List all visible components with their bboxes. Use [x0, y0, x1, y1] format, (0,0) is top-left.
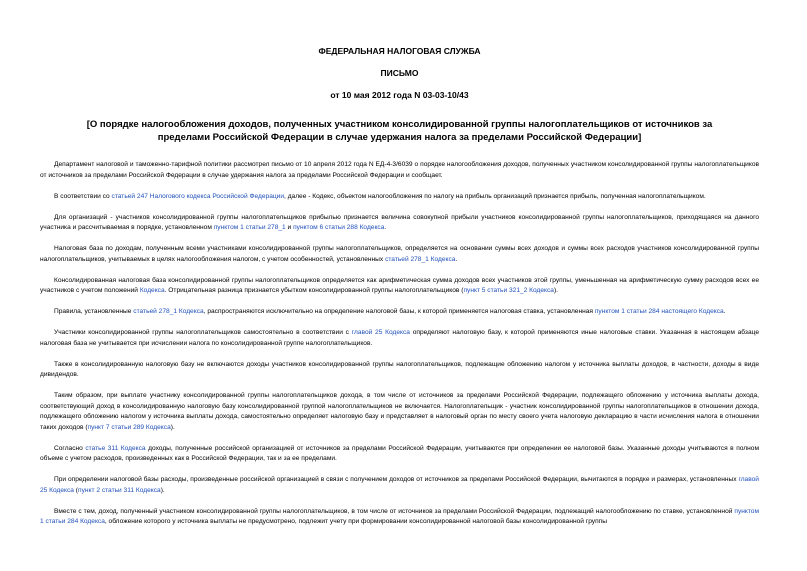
paragraph — [40, 160, 759, 181]
paragraph — [40, 444, 759, 465]
document-title: [О порядке налогообложения доходов, полученных участником консолидированной группы налогоплательщиков от источников за пределами Российской Федерации в случае удержания налога за пределами Российской Федерации] — [86, 119, 713, 143]
paragraph — [40, 475, 759, 496]
paragraph-text: Участники консолидированной группы налогоплательщиков самостоятельно в соответствии с — [54, 329, 352, 336]
document-date-number: от 10 мая 2012 года N 03-03-10/43 — [330, 90, 469, 100]
paragraph-text: Вместе с тем, доход, полученный участником консолидированной группы налогоплательщиков, в том числе от источников за пределами Российской Федерации, подлежащий налогообложению по ставке, установленной — [54, 507, 735, 515]
law-reference-link[interactable]: главой 25 Кодекса — [351, 329, 410, 336]
paragraph-text: Таким образом, при выплате участнику консолидированной группы налогоплательщиков дохода, в том числе от источников за пределами Российской Федерации, подлежащего обложению у источника выплаты дохода, соответствующий доход в консолидированную налоговую базу консолидированной группой налогоплательщиков не включается. Налогоплательщик - участник консолидированной группы налогоплательщиков в отношении дохода, подлежащего обложению налогом у источника выплаты дохода, самостоятельно определяет налоговую базу и представляет в налоговый орган по месту своего учета налоговую декларацию в части исчисления налога в отношении таких доходов ( — [40, 392, 759, 431]
law-reference-link[interactable]: пунктом 1 статьи 284 настоящего Кодекса — [594, 308, 724, 315]
paragraph — [40, 307, 759, 318]
law-reference-link[interactable]: статьей 278_1 Кодекса — [385, 255, 456, 263]
paragraph-text: Согласно — [54, 444, 86, 452]
paragraph-text: Налоговая база по доходам, полученным всеми участниками консолидированной группы налогоплательщиков, определяется на основании суммы всех доходов и суммы всех расходов участников консолидированной группы налогоплательщиков, учитываемых в целях налогообложения налогом, с учетом особенностей, установленных — [40, 245, 759, 263]
paragraph — [40, 507, 759, 528]
paragraph-text: , распространяются исключительно на определение налоговой базы, к которой применяется налоговая ставка, установленная — [203, 308, 595, 315]
law-reference-link[interactable]: пункт 5 статьи 321_2 Кодекса — [463, 287, 554, 294]
paragraph-text: ). — [170, 423, 175, 431]
paragraph-text: . — [723, 308, 726, 315]
law-reference-link[interactable]: пунктом 6 статьи 288 Кодекса — [293, 224, 385, 231]
paragraph — [40, 391, 759, 433]
law-reference-link[interactable]: главой 25 Кодекса — [40, 476, 759, 494]
paragraph-text: ). — [160, 486, 165, 494]
paragraph-text: ). — [553, 287, 559, 294]
paragraph-text: Консолидированная налоговая база консолидированной группы налогоплательщиков определяется как арифметическая сумма доходов всех участников этой группы, уменьшенная на арифметическую сумму расходов всех ее участников с учетом положений — [40, 276, 759, 294]
law-reference-link[interactable]: пункт 2 статьи 311 Кодекса — [78, 486, 161, 494]
paragraph-text: Департамент налоговой и таможенно-тарифной политики рассмотрел письмо от 10 апреля 2012 года N ЕД-4-3/6039 о порядке налогообложения доходов, полученных участником консолидированной группы налогоплательщиков от источников за пределами Российской Федерации в случае удержания налога за пределами Российской Федерации и сообщает. — [40, 161, 759, 179]
law-reference-link[interactable]: статьей 278_1 Кодекса — [133, 308, 204, 315]
paragraph — [40, 213, 759, 234]
paragraph-text: Также в консолидированную налоговую базу не включаются доходы участников консолидированной группы налогоплательщиков, подлежащие обложению налогом у источника выплаты доходов, в частности, доходы в виде дивидендов. — [40, 360, 759, 378]
paragraph-text: Для организаций - участников консолидированной группы налогоплательщиков прибылью признается величина совокупной прибыли участников консолидированной группы налогоплательщиков, приходящаяся на данного участника и рассчитываемая в порядке, установленном — [40, 213, 759, 231]
document-body — [40, 160, 759, 528]
paragraph-text: доходы, полученные российской организацией от источников за пределами Российской Федерации, учитываются при определении ее налоговой базы. Указанные доходы учитываются в полном объеме с учетом расходов, произведенных как в Российской Федерации, так и за ее пределами. — [40, 444, 759, 462]
paragraph — [40, 276, 759, 297]
paragraph — [40, 244, 759, 265]
paragraph-text: Правила, установленные — [54, 308, 134, 315]
document-type: ПИСЬМО — [380, 68, 419, 78]
law-reference-link[interactable]: пунктом 1 статьи 278_1 — [213, 224, 286, 231]
paragraph-text: , обложение которого у источника выплаты не предусмотрено, подлежит учету при формировании консолидированной налоговой базы консолидированной группы — [104, 518, 607, 525]
paragraph-text: . — [384, 224, 387, 231]
paragraph-text: определяют налоговую базу, к которой применяются иные налоговые ставки. Указанная в настоящем абзаце налоговая база не учитывается при исчислении налога по консолидированной группе налогоплательщиков. — [40, 329, 759, 347]
law-reference-link[interactable]: статьей 247 Налогового кодекса Российской Федерации — [111, 192, 285, 200]
paragraph — [40, 328, 759, 349]
paragraph-text: В соответствии со — [54, 192, 112, 200]
paragraph-text: . Отрицательная разница признается убытком консолидированной группы налогоплательщиков ( — [164, 287, 464, 294]
law-reference-link[interactable]: статье 311 Кодекса — [85, 444, 146, 452]
paragraph-text: и — [285, 224, 294, 231]
paragraph-text: ( — [73, 486, 78, 494]
issuing-authority: ФЕДЕРАЛЬНАЯ НАЛОГОВАЯ СЛУЖБА — [318, 46, 481, 56]
paragraph-text: , далее - Кодекс, объектом налогообложения по налогу на прибыль организаций признается прибыль, полученная налогоплательщиком. — [284, 192, 706, 200]
paragraph — [40, 360, 759, 381]
law-reference-link[interactable]: пункт 7 статьи 289 Кодекса — [87, 423, 171, 431]
paragraph-text: При определении налоговой базы расходы, произведенные российской организацией в связи с получением доходов от источников за пределами Российской Федерации, вычитаются в порядке и размерах, установленных — [54, 476, 739, 483]
paragraph-text: . — [455, 255, 458, 263]
paragraph — [40, 192, 759, 203]
law-reference-link[interactable]: Кодекса — [139, 287, 165, 294]
law-reference-link[interactable]: пунктом 1 статьи 284 Кодекса — [40, 507, 759, 525]
